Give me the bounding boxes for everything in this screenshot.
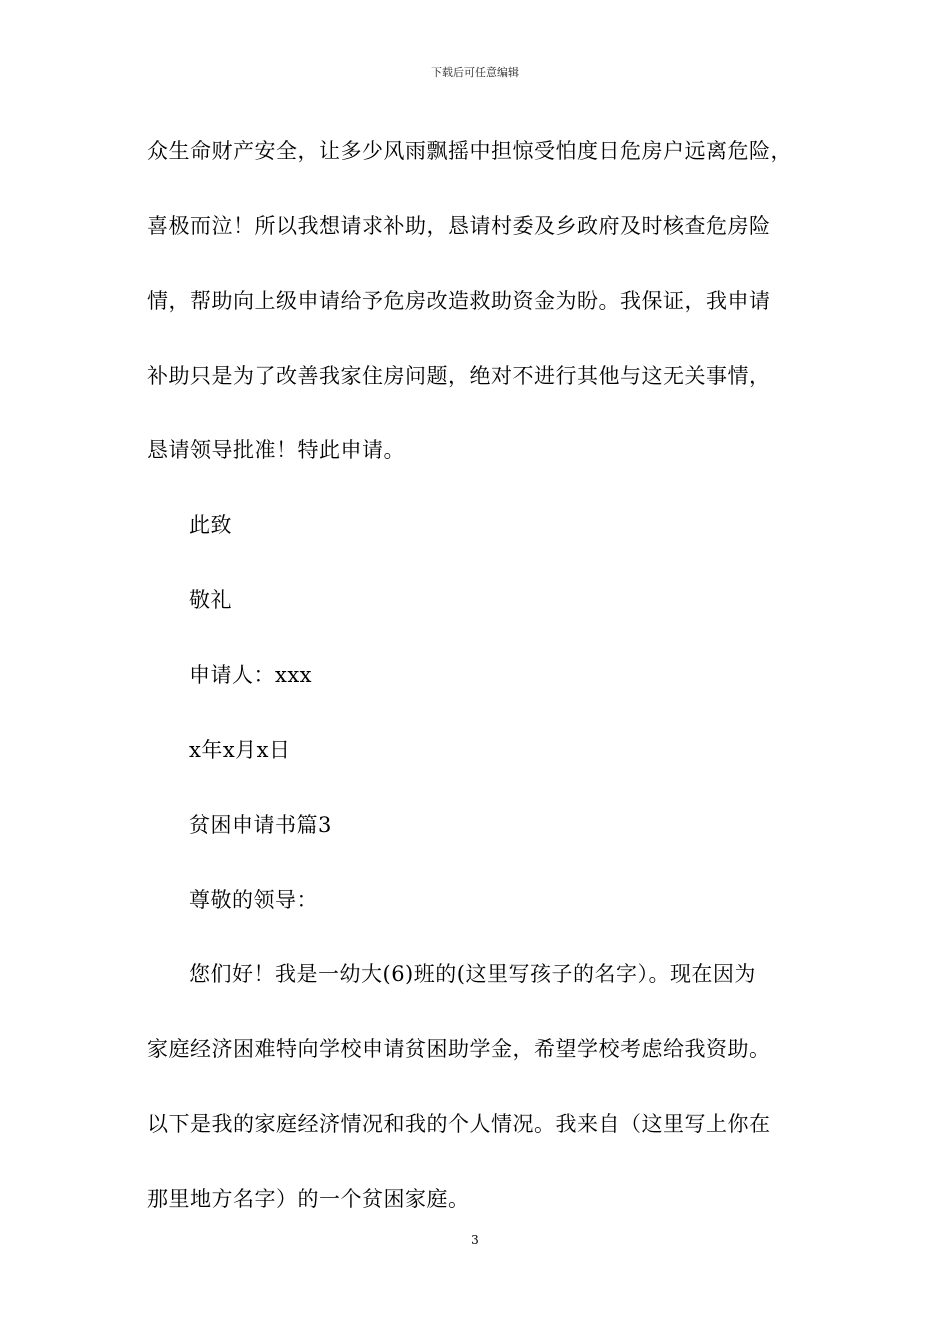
header-note: 下载后可任意编辑 — [431, 66, 519, 79]
body-line: 情，帮助向上级申请给予危房改造救助资金为盼。我保证，我申请 — [147, 289, 771, 313]
body-line: 以下是我的家庭经济情况和我的个人情况。我来自（这里写上你在 — [147, 1112, 771, 1136]
date-line: x年x月x日 — [189, 738, 291, 762]
body-line: 家庭经济困难特向学校申请贫困助学金，希望学校考虑给我资助。 — [147, 1037, 771, 1061]
applicant-line: 申请人：xxx — [189, 663, 313, 687]
body-line: 补助只是为了改善我家住房问题，绝对不进行其他与这无关事情， — [147, 364, 771, 388]
salutation-line: 此致 — [189, 513, 232, 537]
body-line: 众生命财产安全，让多少风雨飘摇中担惊受怕度日危房户远离危险， — [147, 139, 792, 163]
page-number: 3 — [471, 1233, 479, 1247]
body-line: 那里地方名字）的一个贫困家庭。 — [147, 1187, 470, 1211]
greeting-line: 尊敬的领导： — [189, 888, 318, 912]
body-line: 您们好！我是一幼大(6)班的(这里写孩子的名字）。现在因为 — [189, 962, 756, 986]
body-line: 恳请领导批准！特此申请。 — [147, 438, 405, 462]
body-line: 喜极而泣！所以我想请求补助，恳请村委及乡政府及时核查危房险 — [147, 214, 771, 238]
closing-line: 敬礼 — [189, 588, 232, 612]
section-title: 贫困申请书篇3 — [189, 813, 332, 837]
